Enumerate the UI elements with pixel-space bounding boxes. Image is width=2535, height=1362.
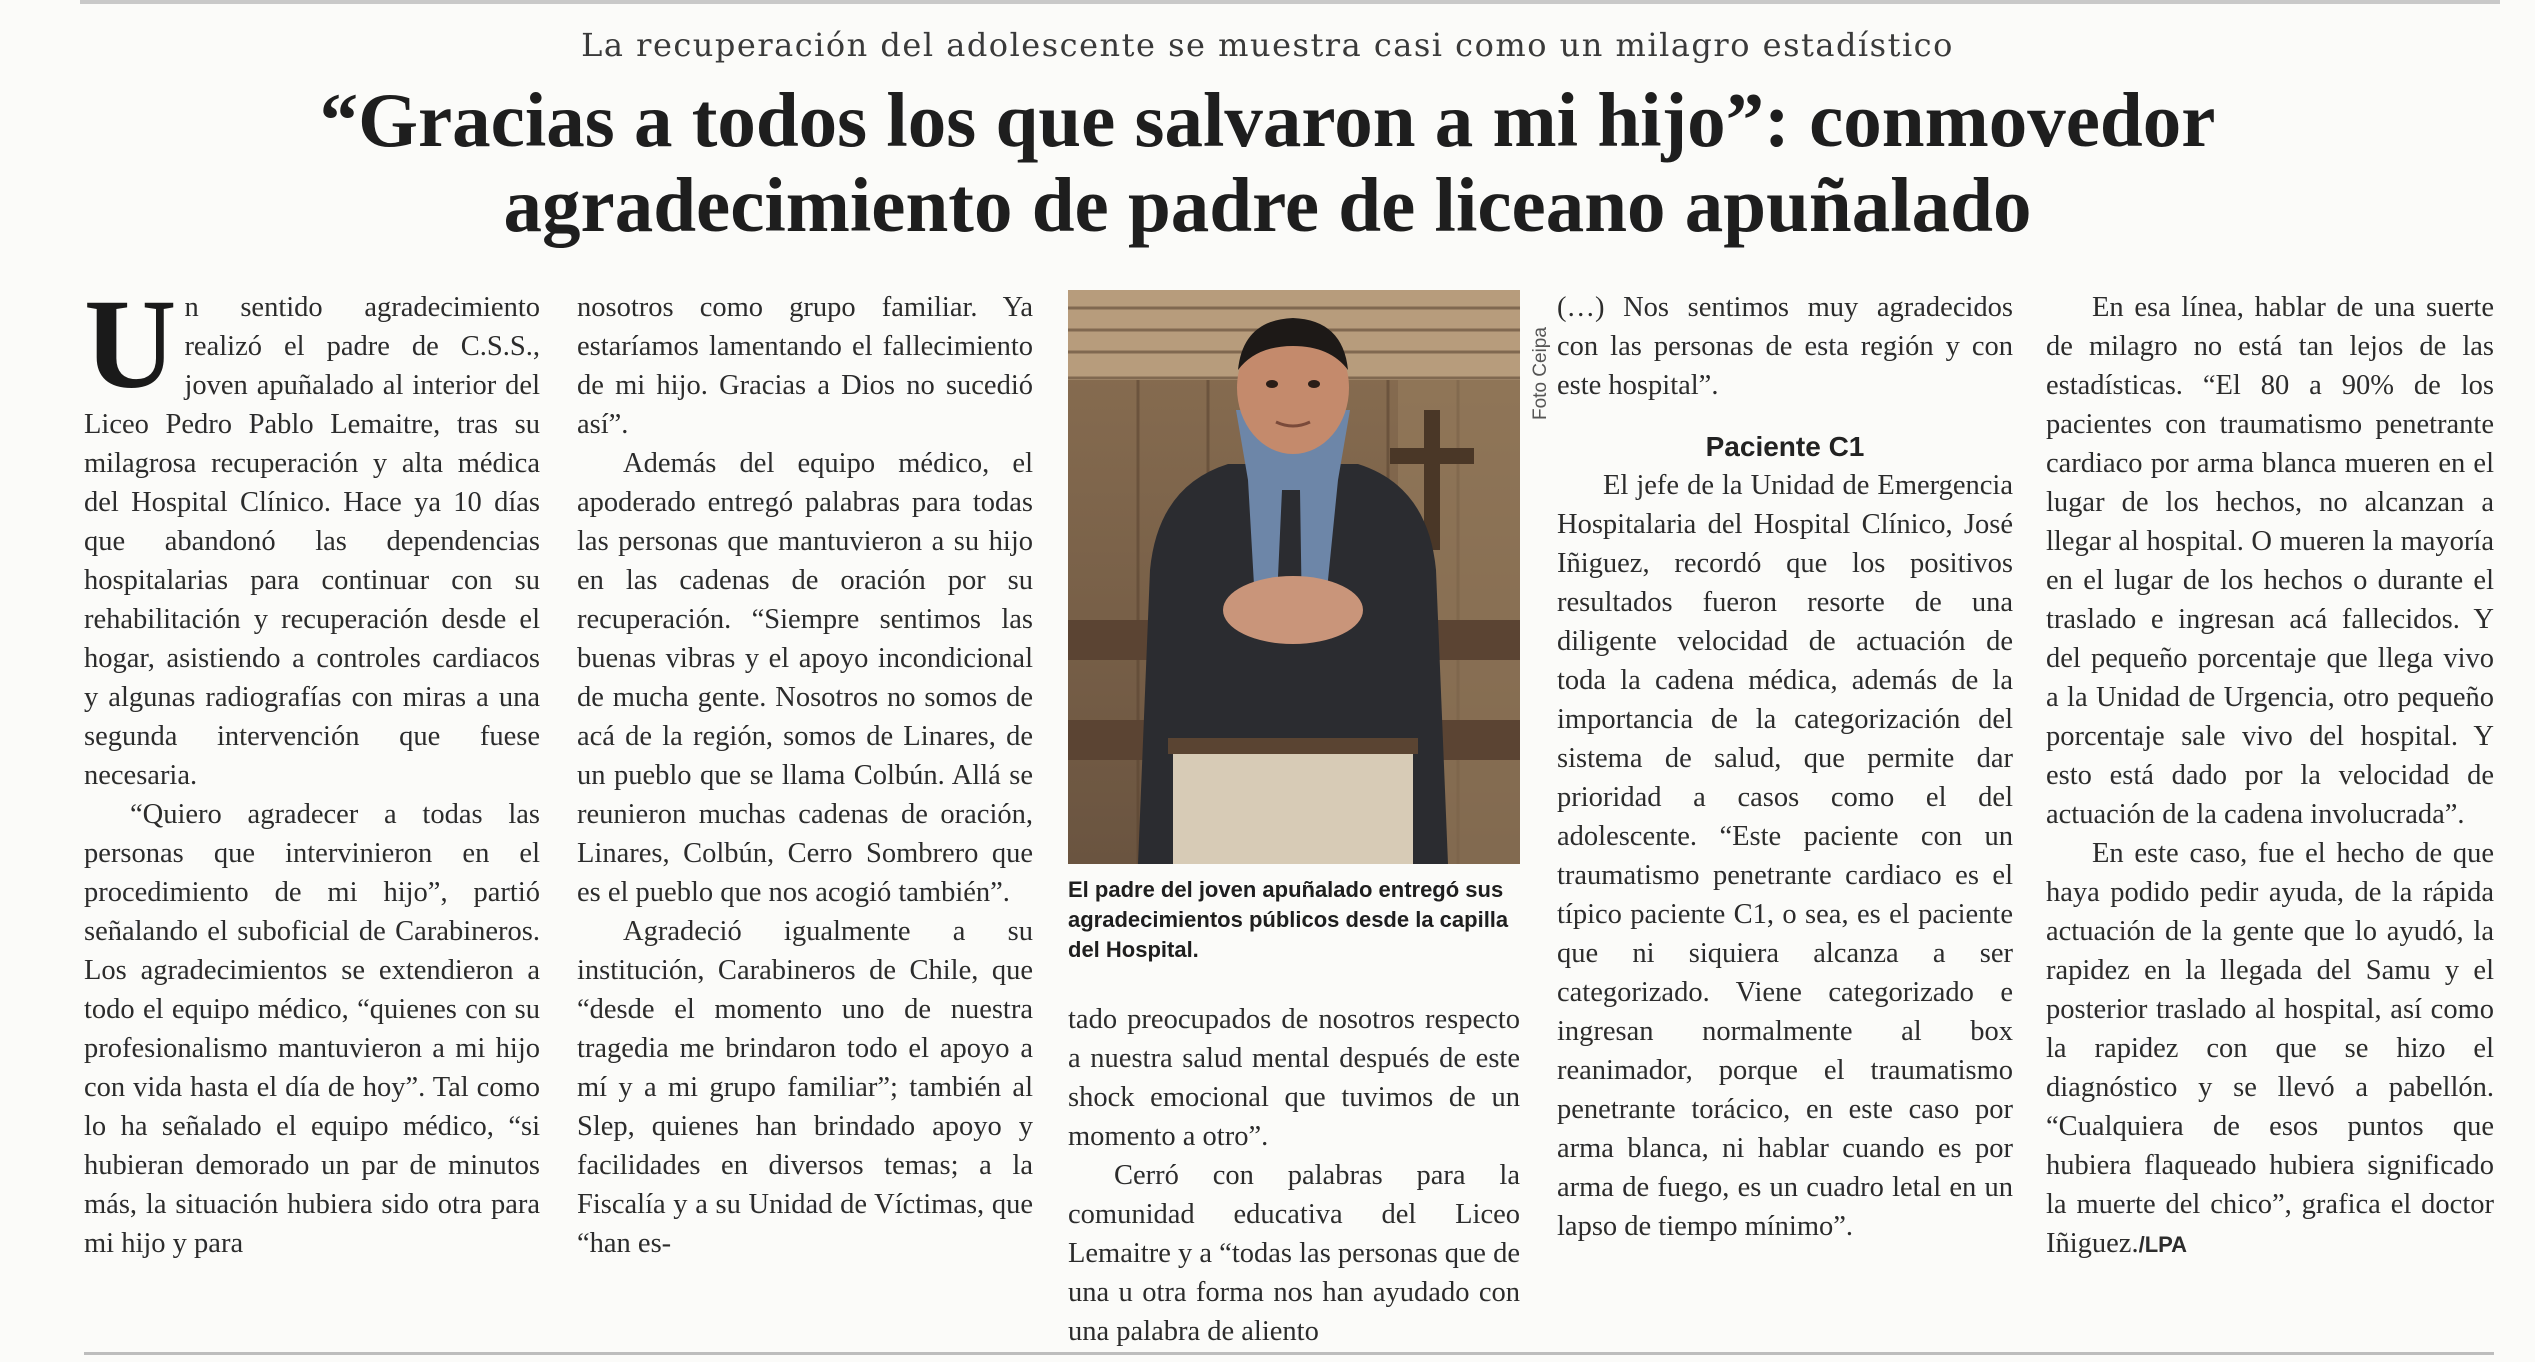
headline-line-2: agradecimiento de padre de liceano apuñalado [503,162,2032,248]
photo-credit: Foto Ceipa [1530,327,1551,420]
column-3 [1068,1000,1520,1351]
article-photo [1068,290,1520,864]
photo-caption: El padre del joven apuñalado entregó sus agradecimientos públicos desde la capilla del Hospital. [1068,877,1509,962]
drop-cap: U [84,273,177,415]
paragraph-10: En esa línea, hablar de una suerte de milagro no está tan lejos de las estadísticas. “El 80 a 90% de los pacientes con traumatismo penetrante cardiaco por arma blanca mueren en el lugar de los hechos, no alcanzan a llegar al hospital. O mueren la mayoría en el lugar de los hechos o durante el traslado e ingresan acá fallecidos. Y del pequeño porcentaje que llega vivo a la Unidad de Urgencia, otro pequeño porcentaje sale vivo del hospital. Y esto está dado por la velocidad de actuación de la cadena involucrada”. [2046,292,2494,830]
paragraph-6: tado preocupados de nosotros respecto a nuestra salud mental después de este shock emocional que tuvimos de un momento a otro”. [1068,1004,1520,1152]
paragraph-3: nosotros como grupo familiar. Ya estaríamos lamentando el fallecimiento de mi hijo. Gracias a Dios no sucedió así”. [577,292,1033,440]
paragraph-11-text: En este caso, fue el hecho de que haya podido pedir ayuda, de la rápida actuación de la gente que lo ayudó, la rapidez en la llegada del Samu y el posterior traslado al hospital, así como la rapidez con que se hizo el diagnóstico y se llevó a pabellón. “Cualquiera de esos puntos que hubiera flaqueado hubiera significado la muerte del chico”, grafica el doctor Iñiguez. [2046,838,2494,1259]
bottom-rule [84,1352,2494,1355]
column-1 [84,273,540,1263]
signature: /LPA [2138,1232,2188,1257]
paragraph-9: El jefe de la Unidad de Emergencia Hospitalaria del Hospital Clínico, José Iñiguez, recordó que los positivos resultados fueron resorte de una diligente velocidad de actuación de toda la cadena médica, además de la importancia de la categorización del sistema de salud, que permite dar prioridad a casos como el del adolescente. “Este paciente con un traumatismo penetrante cardiaco es el típico paciente C1, o sea, es el paciente que ni siquiera alcanza a ser categorizado. Viene categorizado e ingresan normalmente al box reanimador, porque el traumatismo penetrante torácico, en este caso por arma blanca, ni hablar cuando es por arma de fuego, es un cuadro letal en un lapso de tiempo mínimo”. [1557,470,2013,1242]
paragraph-11 [2046,834,2494,1264]
paragraph-4: Además del equipo médico, el apoderado entregó palabras para todas las personas que mantuvieron a su hijo en las cadenas de oración por su recuperación. “Siempre sentimos las buenas vibras y el apoyo incondicional de mucha gente. Nosotros no somos de acá de la región, somos de Linares, de un pueblo que se llama Colbún. Allá se reunieron muchas cadenas de oración, Linares, Colbún, Cerro Sombrero que es el pueblo que nos acogió también”. [577,448,1033,908]
column-4 [1557,288,2013,1246]
paragraph-1-text: n sentido agradecimiento realizó el padre de C.S.S., joven apuñalado al interior del Liceo Pedro Pablo Lemaitre, tras su milagrosa recuperación y alta médica del Hospital Clínico. Hace ya 10 días que abandonó las dependencias hospitalarias para continuar con su rehabilitación y recuperación desde el hogar, asistiendo a controles cardiacos y algunas radiografías con miras a una segunda intervención que fuese necesaria. [84,292,540,791]
column-5 [2046,288,2494,1264]
paragraph-2: “Quiero agradecer a todas las personas que intervinieron en el procedimiento de mi hijo”, partió señalando el suboficial de Carabineros. Los agradecimientos se extendieron a todo el equipo médico, “quienes con su profesionalismo mantuvieron a mi hijo con vida hasta el día de hoy”. Tal como lo ha señalado el equipo médico, “si hubieran demorado un par de minutos más, la situación hubiera sido otra para mi hijo y para [84,799,540,1259]
photo-illustration [1068,290,1520,864]
kicker: La recuperación del adolescente se muestra casi como un milagro estadístico [581,26,1954,64]
top-rule [80,0,2500,4]
paragraph-8: (…) Nos sentimos muy agradecidos con las personas de esta región y con este hospital”. [1557,292,2013,401]
paragraph-5: Agradeció igualmente a su institución, Carabineros de Chile, que “desde el momento uno de nuestra tragedia me brindaron todo el apoyo a mí y a mi grupo familiar”; también al Slep, quienes han brindado apoyo y facilidades en diversos temas; a la Fiscalía y a su Unidad de Víctimas, que “han es- [577,916,1033,1259]
column-2 [577,288,1033,1263]
paragraph-1 [84,273,540,795]
paragraph-7: Cerró con palabras para la comunidad educativa del Liceo Lemaitre y a “todas las personas que de una u otra forma nos han ayudado con una palabra de aliento [1068,1160,1520,1347]
subhead: Paciente C1 [1705,431,1865,462]
headline-line-1: “Gracias a todos los que salvaron a mi hijo”: conmovedor [319,77,2216,163]
headline [140,78,2395,248]
